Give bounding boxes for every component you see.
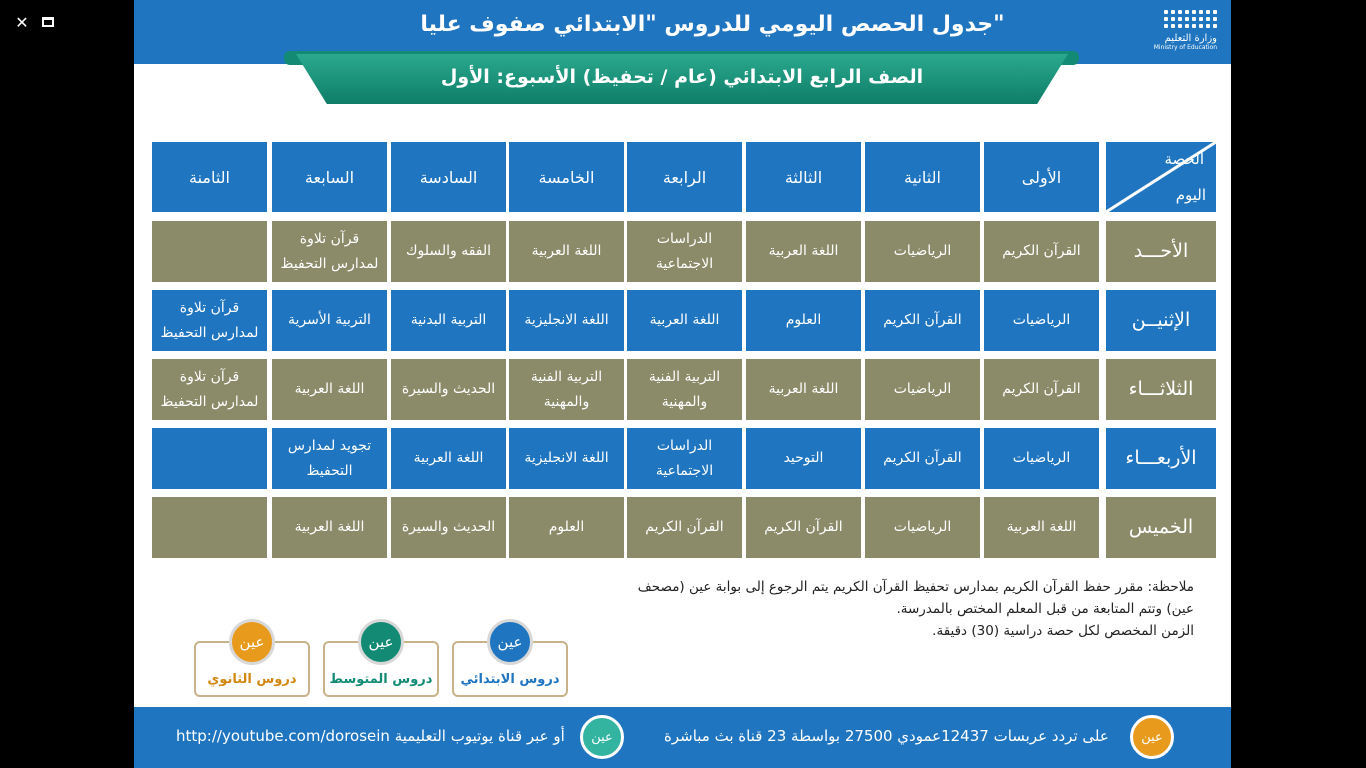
subject-cell: التوحيد: [746, 428, 861, 489]
subject-cell: القرآن الكريم: [984, 221, 1099, 282]
subject-cell: اللغة العربية: [746, 221, 861, 282]
schedule-slide: [134, 0, 1231, 768]
day-label: الأربعـــاء: [1106, 428, 1216, 489]
day-label: الثلاثـــاء: [1106, 359, 1216, 420]
ministry-logo-icon: [1151, 10, 1217, 28]
subject-cell: التربية الفنية والمهنية: [627, 359, 742, 420]
subject-cell: تجويد لمدارس التحفيظ: [272, 428, 387, 489]
subject-cell: قرآن تلاوة لمدارس التحفيظ: [272, 221, 387, 282]
subject-cell: [152, 497, 267, 558]
subject-cell: الحديث والسيرة: [391, 497, 506, 558]
channel-card-intermediate[interactable]: [323, 633, 439, 697]
period-header: الرابعة: [627, 142, 742, 212]
restore-window-icon[interactable]: [36, 10, 60, 34]
period-header: الثانية: [865, 142, 980, 212]
grade-week-title: الصف الرابع الابتدائي (عام / تحفيظ) الأسبوع: الأول: [440, 66, 924, 88]
subject-cell: اللغة العربية: [272, 497, 387, 558]
period-header: السادسة: [391, 142, 506, 212]
subject-cell: الرياضيات: [984, 428, 1099, 489]
subject-cell: العلوم: [746, 290, 861, 351]
ministry-logo: [1151, 10, 1217, 58]
footer-band: [134, 707, 1231, 768]
broadcast-info: على تردد عربسات 12437عمودي 27500 بواسطة 23 قناة بث مباشرة: [664, 727, 1109, 745]
channel-label: دروس الابتدائي: [460, 672, 560, 687]
subject-cell: اللغة الانجليزية: [509, 428, 624, 489]
corner-day-label: اليوم: [1175, 186, 1206, 204]
ein-logo-icon: عين: [1130, 715, 1174, 759]
channel-label: دروس الثانوي: [207, 672, 297, 687]
note-line: الزمن المخصص لكل حصة دراسية (30) دقيقة.: [932, 623, 1194, 639]
table-corner-header: [1106, 142, 1216, 212]
subject-cell: اللغة العربية: [627, 290, 742, 351]
day-label: الأحـــد: [1106, 221, 1216, 282]
subject-cell: اللغة العربية: [391, 428, 506, 489]
subject-cell: القرآن الكريم: [627, 497, 742, 558]
period-header: السابعة: [272, 142, 387, 212]
ein-logo-icon: عين: [580, 715, 624, 759]
channel-logo: عين: [229, 619, 275, 665]
subject-cell: اللغة الانجليزية: [509, 290, 624, 351]
subject-cell: قرآن تلاوة لمدارس التحفيظ: [152, 290, 267, 351]
period-header: الثالثة: [746, 142, 861, 212]
ministry-logo-arabic: وزارة التعليم: [1164, 33, 1217, 44]
subject-cell: الرياضيات: [984, 290, 1099, 351]
subject-cell: التربية الفنية والمهنية: [509, 359, 624, 420]
subject-cell: [152, 428, 267, 489]
youtube-link[interactable]: http://youtube.com/dorosein أو عبر قناة يوتيوب التعليمية: [176, 727, 565, 745]
channel-card-secondary[interactable]: [194, 633, 310, 697]
subject-cell: الرياضيات: [865, 359, 980, 420]
channel-label: دروس المتوسط: [329, 672, 433, 687]
ministry-logo-english: Ministry of Education: [1153, 44, 1217, 51]
subject-cell: اللغة العربية: [272, 359, 387, 420]
day-label: الإثنيــن: [1106, 290, 1216, 351]
subject-cell: القرآن الكريم: [865, 290, 980, 351]
channel-logo: عين: [487, 619, 533, 665]
channel-logo: عين: [358, 619, 404, 665]
note-line: ملاحظة: مقرر حفظ القرآن الكريم بمدارس تحفيظ القرآن الكريم يتم الرجوع إلى بوابة عين (مصحف عين) وتتم المتابعة من قبل المعلم المختص بالمدرسة.: [637, 579, 1194, 617]
subject-cell: القرآن الكريم: [746, 497, 861, 558]
period-header: الأولى: [984, 142, 1099, 212]
subject-cell: التربية البدنية: [391, 290, 506, 351]
subject-cell: الحديث والسيرة: [391, 359, 506, 420]
page-title: جدول الحصص اليومي للدروس "الابتدائي صفوف عليا": [420, 12, 1005, 37]
subject-cell: القرآن الكريم: [984, 359, 1099, 420]
period-header: الخامسة: [509, 142, 624, 212]
subject-cell: الدراسات الاجتماعية: [627, 221, 742, 282]
subject-cell: العلوم: [509, 497, 624, 558]
subject-cell: الدراسات الاجتماعية: [627, 428, 742, 489]
period-header: الثامنة: [152, 142, 267, 212]
channel-card-primary[interactable]: [452, 633, 568, 697]
subject-cell: التربية الأسرية: [272, 290, 387, 351]
notes: [634, 576, 1194, 642]
subject-cell: اللغة العربية: [746, 359, 861, 420]
subject-cell: الرياضيات: [865, 497, 980, 558]
subject-cell: الرياضيات: [865, 221, 980, 282]
subject-cell: اللغة العربية: [509, 221, 624, 282]
close-icon[interactable]: ✕: [15, 12, 29, 32]
corner-period-label: الحصة: [1164, 150, 1204, 168]
subject-cell: الفقه والسلوك: [391, 221, 506, 282]
day-label: الخميس: [1106, 497, 1216, 558]
subject-cell: قرآن تلاوة لمدارس التحفيظ: [152, 359, 267, 420]
subject-cell: [152, 221, 267, 282]
subject-cell: اللغة العربية: [984, 497, 1099, 558]
subject-cell: القرآن الكريم: [865, 428, 980, 489]
